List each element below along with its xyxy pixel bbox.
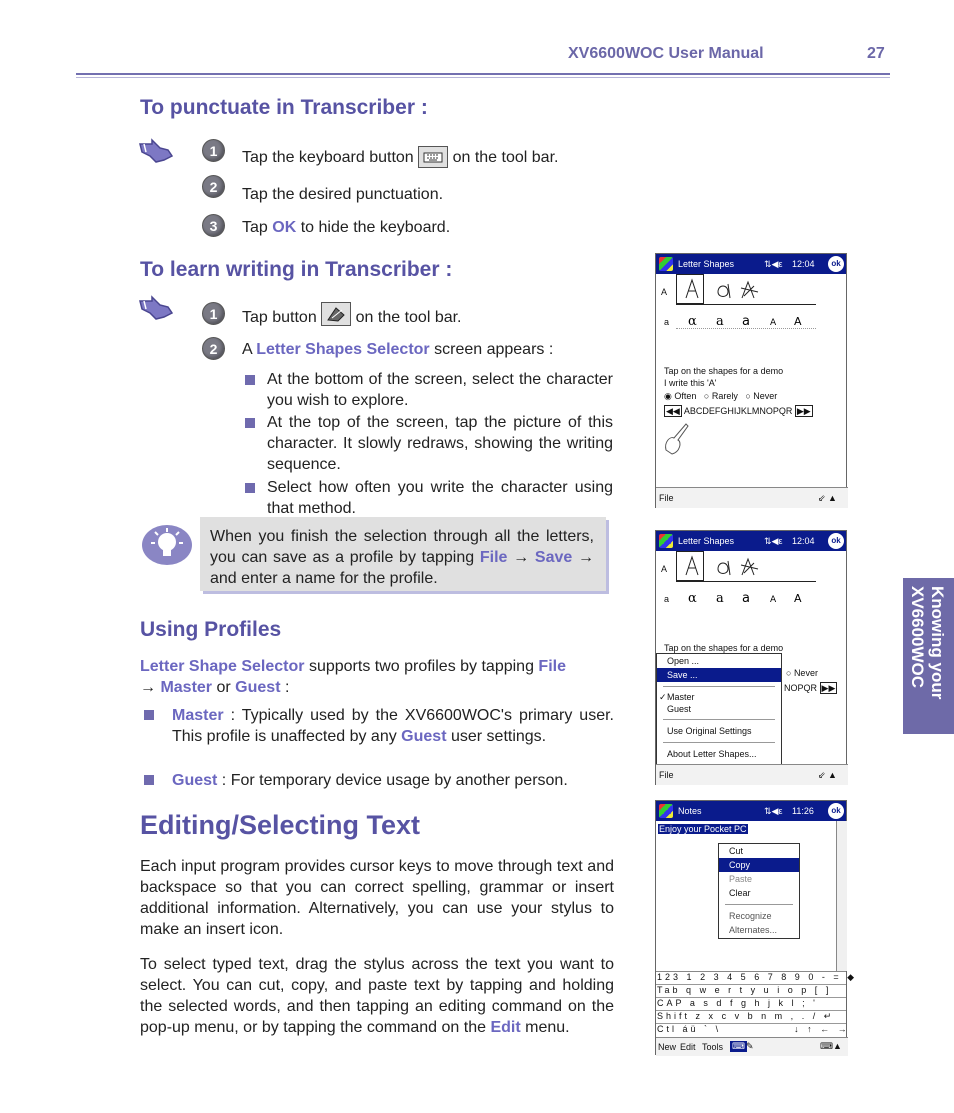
editing-para1: Each input program provides cursor keys to move through text and backspace so that you can correct spelling, grammar or insert additional information. Alternatively, you can use your stylus to make an insert icon. [140, 858, 614, 938]
guest-description: Guest : For temporary device usage by another person. [172, 772, 568, 789]
learn-heading: To learn writing in Transcriber : [140, 258, 453, 281]
menu-copy[interactable]: Copy [719, 858, 799, 872]
step-text: Tap the desired punctuation. [242, 186, 444, 203]
keyboard-icon[interactable]: ⌨ [732, 1041, 745, 1051]
bullet-square [144, 775, 154, 785]
edit-popup-menu [718, 843, 800, 939]
page-number: 27 [867, 45, 885, 62]
bullet-text: At the bottom of the screen, select the character you wish to explore. [267, 371, 613, 409]
edit-menu[interactable]: Edit [680, 1042, 696, 1052]
soft-keyboard[interactable] [656, 971, 858, 1037]
pda-title-bar: Letter Shapes ⇅◀ε 12:04 ok [656, 254, 846, 274]
stylus-hand-icon [662, 422, 692, 456]
menu-alternates[interactable]: Alternates... [729, 925, 778, 935]
frequency-options[interactable] [664, 391, 777, 402]
svg-text:a: a [742, 314, 750, 329]
menu-about[interactable]: About Letter Shapes... [667, 749, 757, 759]
lowercase-shapes-row[interactable] [684, 589, 844, 607]
upper-row-label: A [661, 287, 668, 297]
keyboard-icon [418, 146, 448, 168]
next-letters-icon: ▶▶ [796, 406, 811, 416]
menu-paste[interactable]: Paste [729, 874, 753, 884]
chapter-side-tab[interactable] [903, 578, 954, 734]
row-divider [676, 304, 816, 305]
radio-rarely[interactable]: ○ Rarely [703, 391, 738, 401]
scrollbar[interactable] [836, 821, 847, 971]
menu-use-original[interactable]: Use Original Settings [667, 726, 752, 736]
input-selector-icon[interactable]: ⇙ ▲ [818, 770, 837, 780]
step-text: Tap the keyboard button on the tool bar. [242, 147, 558, 169]
file-dropdown-menu [656, 653, 782, 765]
step-text: Tap OK to hide the keyboard. [242, 219, 451, 236]
svg-text:A: A [794, 315, 802, 328]
svg-text:a: a [742, 591, 750, 606]
pda-menu-bar [656, 487, 848, 508]
profiles-heading: Using Profiles [140, 618, 282, 641]
tip-text: When you finish the selection through all the letters, you can save as a profile by tapping File → Save → and enter a name for the profile. [210, 528, 594, 587]
bullet-square [245, 375, 255, 385]
svg-text:a: a [716, 591, 724, 606]
step-text: A Letter Shapes Selector screen appears : [242, 341, 554, 358]
start-flag-icon[interactable] [659, 534, 673, 548]
row-divider [676, 581, 816, 582]
menu-recognize[interactable]: Recognize [729, 911, 772, 921]
hand-pointer-icon [138, 295, 174, 323]
signal-volume-icon[interactable]: ⇅◀ε [764, 536, 783, 546]
letter-shapes-file-menu-screenshot [655, 530, 847, 785]
side-tab-label: Knowing your XV6600WOC [908, 586, 947, 700]
step-number: 2 [202, 175, 225, 198]
prev-letters-icon: ◀◀ [666, 406, 680, 416]
file-menu[interactable]: File [659, 770, 674, 780]
menu-cut[interactable]: Cut [729, 846, 744, 856]
step-number: 3 [202, 214, 225, 237]
write-prompt: I write this 'A' [664, 378, 717, 388]
step-text: Tap button on the tool bar. [242, 306, 462, 330]
letter-shapes-button-icon [321, 302, 351, 326]
checkmark-icon: ✓ [659, 692, 667, 702]
bullet-text: Select how often you write the character using that method. [267, 479, 613, 517]
step-number: 1 [202, 139, 225, 162]
menu-guest[interactable]: Guest [667, 704, 692, 714]
uppercase-shapes-row[interactable] [684, 278, 814, 302]
svg-text:a: a [716, 314, 724, 329]
manual-title: XV6600WOC User Manual [568, 45, 764, 62]
notes-edit-menu-screenshot [655, 800, 858, 1055]
pda-menu-bar [656, 1037, 848, 1056]
signal-volume-icon[interactable]: ⇅◀ε [764, 259, 783, 269]
keyboard-row-qwerty[interactable]: Tab q w e r t y u i o p [ ] [656, 985, 846, 998]
pda-title-bar: Notes ⇅◀ε 11:26 ok [656, 801, 846, 821]
editing-para2: To select typed text, drag the stylus across the text you want to select. You can cut, copy, and paste text by tapping and holding the selected words, and then tapping an editing command on the pop-up menu, or by tapping the command on the Edit menu. [140, 956, 614, 1036]
svg-text:A: A [794, 592, 802, 605]
input-selector-icon[interactable]: ⇙ ▲ [818, 493, 837, 503]
tools-menu[interactable]: Tools [702, 1042, 724, 1052]
svg-text:α: α [688, 314, 697, 329]
pda-title-bar: Letter Shapes ⇅◀ε 12:04 ok [656, 531, 846, 551]
svg-text:A: A [770, 595, 777, 605]
radio-never[interactable]: ○ Never [745, 391, 778, 401]
lower-row-label: a [664, 317, 670, 327]
keyboard-row-home[interactable]: CAP a s d f g h j k l ; ' [656, 998, 846, 1011]
letter-picker[interactable]: NOPQR ▶▶ [784, 683, 836, 693]
bullet-square [144, 710, 154, 720]
menu-open[interactable]: Open ... [667, 656, 700, 666]
keyboard-row-ctrl[interactable]: Ctl áü ` \ ↓ ↑ ← → [657, 1024, 850, 1034]
step-number: 2 [202, 337, 225, 360]
pen-icon[interactable]: ✎ [746, 1041, 754, 1051]
pda-menu-bar [656, 764, 848, 785]
hand-pointer-icon [138, 138, 174, 166]
lower-row-label: a [664, 594, 670, 604]
menu-save[interactable]: Save ... [657, 668, 781, 682]
bullet-square [245, 418, 255, 428]
bullet-text: At the top of the screen, tap the picture of this character. It slowly redraws, showing the writing sequence. [267, 414, 613, 473]
menu-master[interactable]: ✓ Master [659, 692, 695, 702]
next-letters-icon: ▶▶ [821, 683, 836, 693]
demo-prompt: Tap on the shapes for a demo [664, 366, 784, 376]
input-selector-icon[interactable]: ⌨▲ [820, 1041, 842, 1051]
letter-picker[interactable]: ◀◀ ABCDEFGHIJKLMNOPQR ▶▶ [666, 406, 811, 416]
row-divider [676, 328, 816, 329]
start-flag-icon[interactable] [659, 804, 673, 818]
demo-prompt: Tap on the shapes for a demo [664, 643, 784, 653]
lightbulb-tip-icon [140, 523, 194, 567]
radio-often[interactable]: ◉ Often [664, 391, 697, 401]
editing-heading: Editing/Selecting Text [140, 810, 421, 840]
start-flag-icon[interactable] [659, 257, 673, 271]
ok-button[interactable]: ok [828, 803, 844, 819]
ok-button[interactable]: ok [828, 256, 844, 272]
letter-shapes-screenshot [655, 253, 847, 508]
step-number: 1 [202, 302, 225, 325]
svg-text:α: α [688, 591, 697, 606]
header-rule [76, 73, 890, 75]
menu-clear[interactable]: Clear [729, 888, 751, 898]
signal-volume-icon[interactable]: ⇅◀ε [764, 806, 783, 816]
uppercase-shapes-row[interactable] [684, 555, 814, 579]
selected-note-text[interactable]: Enjoy your Pocket PC [659, 824, 747, 834]
radio-never[interactable]: ○ Never [786, 668, 818, 678]
new-menu[interactable]: New [658, 1042, 677, 1052]
keyboard-row-numbers[interactable]: 123 1 2 3 4 5 6 7 8 9 0 - = ◆ [656, 972, 846, 985]
profiles-intro: Letter Shape Selector supports two profiles by tapping File → Master or Guest : [140, 658, 566, 696]
svg-text:A: A [770, 318, 777, 328]
punctuate-heading: To punctuate in Transcriber : [140, 96, 428, 119]
ok-button[interactable]: ok [828, 533, 844, 549]
header-rule-thin [76, 77, 890, 78]
bullet-square [245, 483, 255, 493]
master-description: Master : Typically used by the XV6600WOC's primary user. This profile is unaffected by any Guest user settings. [172, 707, 614, 745]
upper-row-label: A [661, 564, 668, 574]
keyboard-row-shift[interactable]: Shift z x c v b n m , . / ↵ [656, 1011, 846, 1024]
file-menu[interactable]: File [659, 493, 674, 503]
